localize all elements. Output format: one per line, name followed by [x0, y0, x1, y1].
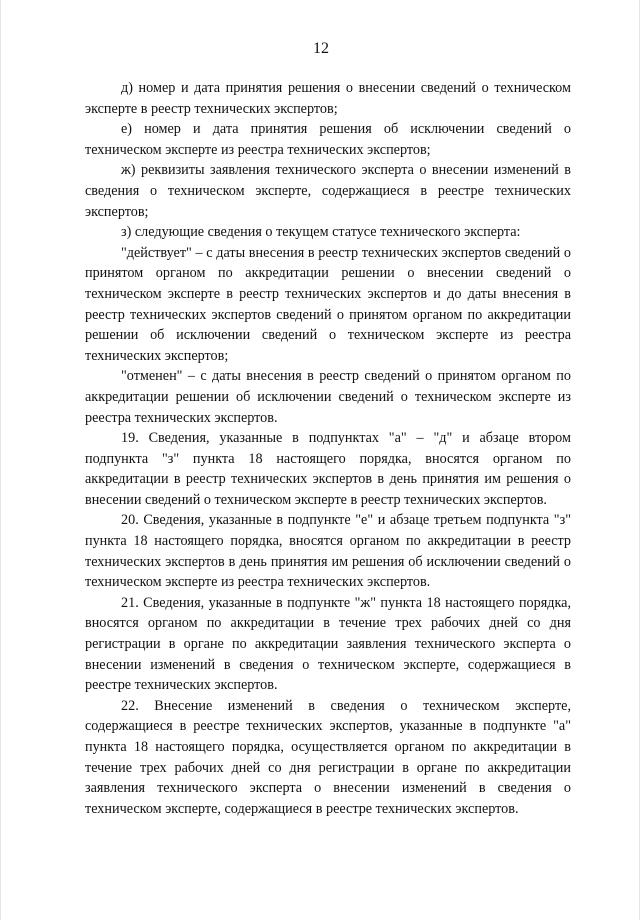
paragraph-item-z: з) следующие сведения о текущем статусе технического эксперта:	[121, 224, 521, 241]
paragraph-item-e: е) номер и дата принятия решения об исключении сведений о техническом эксперте из реестра технических экспертов;	[85, 121, 571, 158]
paragraph-clause-20: 20. Сведения, указанные в подпункте "е" и абзаце третьем подпункта "з" пункта 18 настоящего порядка, вносятся органом по аккредитации в реестр технических экспертов в день принятия им решения об исключении сведений о техническом эксперте из реестра технических экспертов.	[85, 512, 571, 591]
document-body	[85, 78, 571, 819]
page-number: 12	[313, 40, 329, 57]
paragraph-status-active: "действует" – с даты внесения в реестр технических экспертов сведений о принятом органом по аккредитации решении о внесении сведений о техническом эксперте в реестр технических экспертов и до даты внесения в реестр технических экспертов сведений о принятом органом по аккредитации решении об исключении сведений о техническом эксперте из реестра технических экспертов;	[85, 244, 571, 364]
paragraph-clause-21: 21. Сведения, указанные в подпункте "ж" пункта 18 настоящего порядка, вносятся органом по аккредитации в течение трех рабочих дней со дня регистрации в органе по аккредитации заявления технического эксперта о внесении изменений в сведения о техническом эксперте, содержащиеся в реестре технических экспертов.	[85, 594, 571, 694]
paragraph-status-cancelled: "отменен" – с даты внесения в реестр сведений о принятом органом по аккредитации решении об исключении сведений о техническом эксперте из реестра технических экспертов.	[85, 368, 571, 426]
paragraph-clause-22: 22. Внесение изменений в сведения о техническом эксперте, содержащиеся в реестре технических экспертов, указанные в подпункте "а" пункта 18 настоящего порядка, осуществляется органом по аккредитации в течение трех рабочих дней со дня регистрации в органе по аккредитации заявления технического эксперта о внесении изменений в сведения о техническом эксперте, содержащиеся в реестре технических экспертов.	[85, 697, 571, 817]
paragraph-clause-19: 19. Сведения, указанные в подпунктах "а" – "д" и абзаце втором подпункта "з" пункта 18 настоящего порядка, вносятся органом по аккредитации в реестр технических экспертов в день принятия им решения о внесении сведений о техническом эксперте в реестр технических экспертов.	[85, 430, 571, 508]
paragraph-item-zh: ж) реквизиты заявления технического эксперта о внесении изменений в сведения о техническом эксперте, содержащиеся в реестре технических экспертов;	[85, 162, 571, 220]
paragraph-item-d: д) номер и дата принятия решения о внесении сведений о техническом эксперте в реестр технических экспертов;	[85, 80, 571, 117]
